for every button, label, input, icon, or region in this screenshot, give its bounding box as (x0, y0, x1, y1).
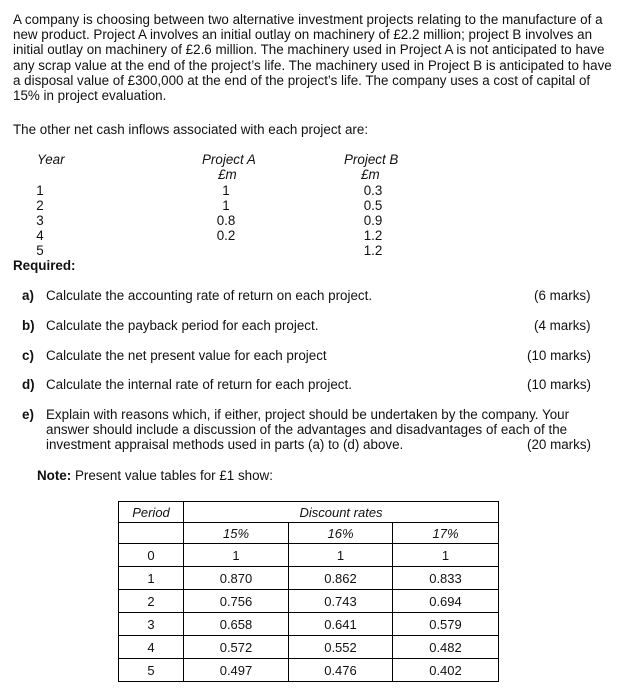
question-letter: c) (22, 348, 34, 363)
cashflow-intro: The other net cash inflows associated with each project are: (13, 122, 369, 137)
value-cell: 0.476 (289, 659, 393, 682)
intro-paragraph (13, 12, 613, 103)
question-text: Calculate the internal rate of return for each project. (46, 377, 352, 392)
value-cell: 1 (393, 544, 499, 567)
table-row (119, 567, 499, 590)
question-letter: a) (22, 288, 34, 303)
table-header-row (119, 502, 499, 523)
project-a-value: 0.8 (216, 213, 236, 228)
question-marks: (10 marks) (527, 348, 591, 363)
value-cell: 0.497 (184, 659, 289, 682)
project-a-value: 0.2 (216, 228, 236, 243)
year-header: Year (37, 152, 65, 167)
table-row (119, 659, 499, 682)
project-a-column (206, 183, 246, 243)
question-text: investment appraisal methods used in parts (a) to (d) above. (46, 437, 404, 452)
present-value-table (118, 501, 499, 682)
period-cell: 0 (119, 544, 184, 567)
project-b-value: 1.2 (363, 228, 383, 243)
question-text: Explain with reasons which, if either, project should be undertaken by the company. Your (46, 407, 570, 422)
period-cell: 2 (119, 590, 184, 613)
question-marks: (6 marks) (534, 288, 591, 303)
value-cell: 0.870 (184, 567, 289, 590)
project-b-value: 0.5 (363, 198, 383, 213)
value-cell: 1 (184, 544, 289, 567)
question-text: Calculate the payback period for each project. (46, 318, 319, 333)
year-column (30, 183, 50, 258)
intro-line: initial outlay on machinery of £2.6 million. The machinery used in Project A is not anticipated to have (13, 42, 605, 58)
value-cell: 0.482 (393, 636, 499, 659)
note-label: Note: (37, 468, 72, 483)
project-a-value: 1 (222, 198, 230, 213)
project-b-value: 0.3 (363, 183, 383, 198)
project-b-value: 1.2 (363, 243, 383, 258)
value-cell: 0.694 (393, 590, 499, 613)
year-value: 3 (36, 213, 44, 228)
question-letter: b) (22, 318, 35, 333)
project-b-value: 0.9 (363, 213, 383, 228)
intro-line: a disposal value of £300,000 at the end of the project’s life. The company uses a cost of capital of (13, 72, 591, 88)
value-cell: 0.572 (184, 636, 289, 659)
question-text: Calculate the net present value for each project (46, 348, 327, 363)
value-cell: 0.402 (393, 659, 499, 682)
question-marks: (4 marks) (534, 318, 591, 333)
value-cell: 0.552 (289, 636, 393, 659)
project-a-header: Project A (202, 152, 256, 167)
project-a-value: 1 (222, 183, 230, 198)
note (37, 468, 273, 483)
question-marks: (10 marks) (527, 377, 591, 392)
intro-line: 15% in project evaluation. (13, 88, 167, 104)
value-cell: 0.833 (393, 567, 499, 590)
rate-header: 16% (289, 523, 393, 544)
rate-header: 17% (393, 523, 499, 544)
year-value: 1 (36, 183, 44, 198)
project-a-unit: £m (218, 167, 237, 182)
intro-line: new product. Project A involves an initial outlay on machinery of £2.2 million; project B involves an (13, 27, 593, 43)
intro-line: A company is choosing between two alternative investment projects relating to the manufacture of a (13, 12, 603, 27)
year-value: 2 (36, 198, 44, 213)
question-text: answer should include a discussion of the advantages and disadvantages of each of the (46, 422, 568, 437)
period-cell: 5 (119, 659, 184, 682)
value-cell: 0.862 (289, 567, 393, 590)
rate-header: 15% (184, 523, 289, 544)
project-b-column (353, 183, 393, 258)
value-cell: 1 (289, 544, 393, 567)
value-cell: 0.756 (184, 590, 289, 613)
value-cell: 0.743 (289, 590, 393, 613)
empty-cell (119, 523, 184, 544)
rates-header: Discount rates (184, 502, 499, 523)
question-marks: (20 marks) (527, 437, 591, 452)
table-row (119, 544, 499, 567)
period-cell: 3 (119, 613, 184, 636)
table-row (119, 636, 499, 659)
question-letter: d) (22, 377, 35, 392)
table-row (119, 613, 499, 636)
value-cell: 0.641 (289, 613, 393, 636)
project-b-unit: £m (361, 167, 380, 182)
table-subheader-row (119, 523, 499, 544)
note-text: Present value tables for £1 show: (74, 468, 273, 483)
period-cell: 1 (119, 567, 184, 590)
year-value: 5 (36, 243, 44, 258)
period-header: Period (119, 502, 184, 523)
required-heading: Required: (13, 258, 76, 273)
intro-line: any scrap value at the end of the project’s life. The machinery used in Project B is anticipated to have (13, 57, 612, 73)
period-cell: 4 (119, 636, 184, 659)
value-cell: 0.658 (184, 613, 289, 636)
project-b-header: Project B (344, 152, 399, 167)
question-letter: e) (22, 407, 34, 422)
table-row (119, 590, 499, 613)
value-cell: 0.579 (393, 613, 499, 636)
year-value: 4 (36, 228, 44, 243)
question-text: Calculate the accounting rate of return on each project. (46, 288, 373, 303)
